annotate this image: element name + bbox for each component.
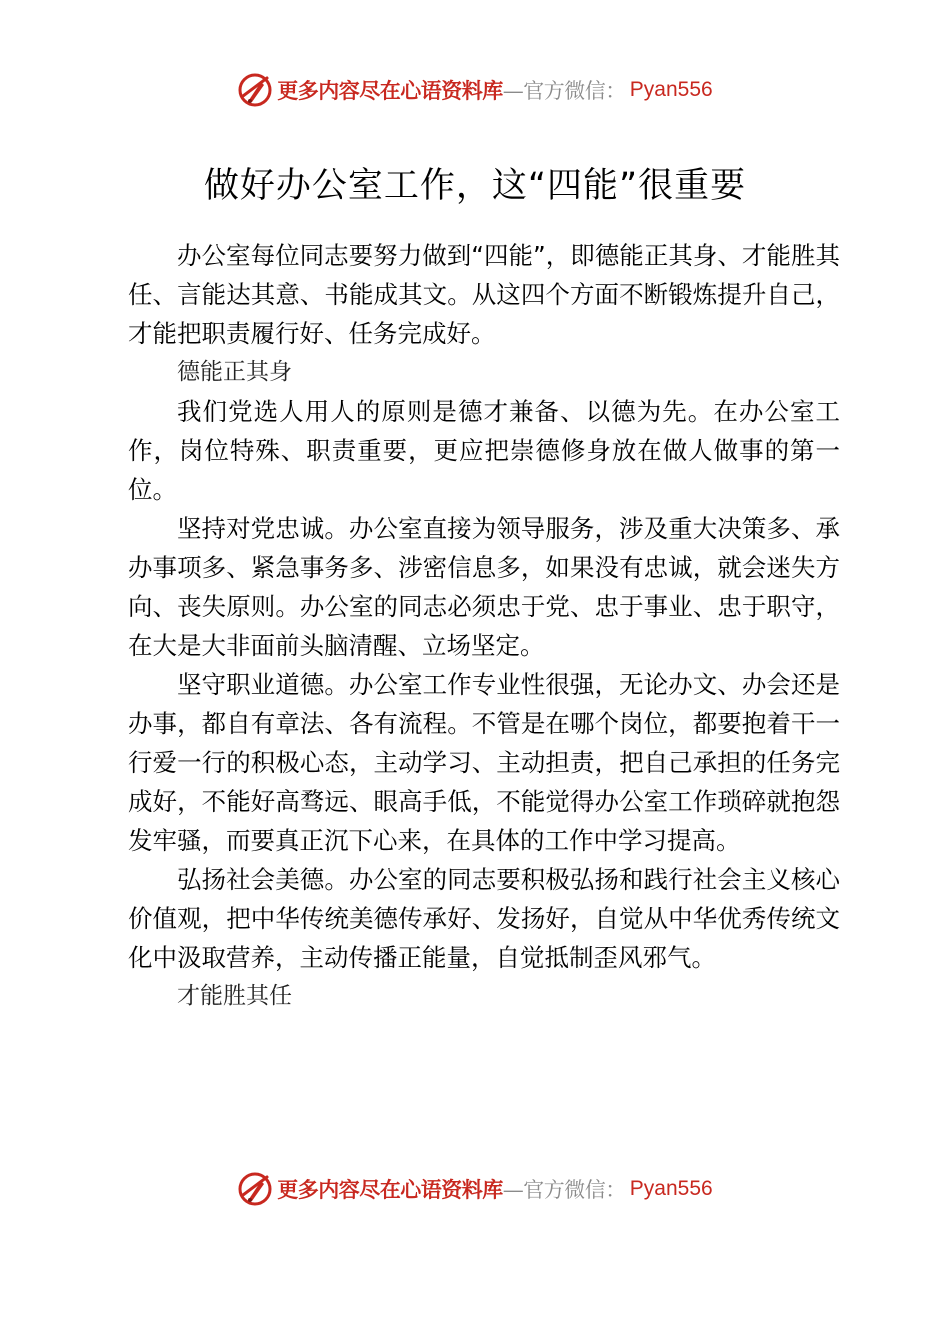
header-watermark — [0, 72, 950, 108]
section-heading-virtue: 德能正其身 — [177, 359, 292, 385]
paragraph-virtue-principle: 我们党选人用人的原则是德才兼备、以德为先。在办公室工作，岗位特殊、职责重要，更应把崇德修身放在做人做事的第一位。 — [128, 397, 840, 504]
watermark-official-label: —官方微信： — [502, 79, 626, 103]
article-title: 做好办公室工作，这“四能”很重要 — [203, 166, 747, 206]
watermark-wechat-id: Pyan556 — [629, 1177, 713, 1200]
section-heading-ability: 才能胜其任 — [177, 983, 292, 1009]
pen-logo-icon — [237, 1171, 273, 1207]
watermark-site-text: 更多内容尽在心语资料库 — [277, 78, 503, 103]
watermark-site-text: 更多内容尽在心语资料库 — [277, 1177, 503, 1202]
pen-logo-icon — [237, 72, 273, 108]
article-body — [128, 236, 840, 1016]
paragraph-intro: 办公室每位同志要努力做到“四能”，即德能正其身、才能胜其任、言能达其意、书能成其文。从这四个方面不断锻炼提升自己，才能把职责履行好、任务完成好。 — [128, 241, 840, 348]
paragraph-social-virtue: 弘扬社会美德。办公室的同志要积极弘扬和践行社会主义核心价值观，把中华传统美德传承好、发扬好，自觉从中华优秀传统文化中汲取营养，主动传播正能量，自觉抵制歪风邪气。 — [128, 865, 840, 972]
footer-watermark — [0, 1171, 950, 1207]
watermark-official-label: —官方微信： — [502, 1178, 626, 1202]
paragraph-professional-ethics: 坚守职业道德。办公室工作专业性很强，无论办文、办会还是办事，都自有章法、各有流程。不管是在哪个岗位，都要抱着干一行爱一行的积极心态，主动学习、主动担责，把自己承担的任务完成好，不能好高骛远、眼高手低，不能觉得办公室工作琐碎就抱怨发牢骚，而要真正沉下心来，在具体的工作中学习提高。 — [128, 670, 840, 855]
paragraph-loyalty: 坚持对党忠诚。办公室直接为领导服务，涉及重大决策多、承办事项多、紧急事务多、涉密信息多，如果没有忠诚，就会迷失方向、丧失原则。办公室的同志必须忠于党、忠于事业、忠于职守，在大是大非面前头脑清醒、立场坚定。 — [128, 514, 840, 660]
watermark-wechat-id: Pyan556 — [629, 78, 713, 101]
